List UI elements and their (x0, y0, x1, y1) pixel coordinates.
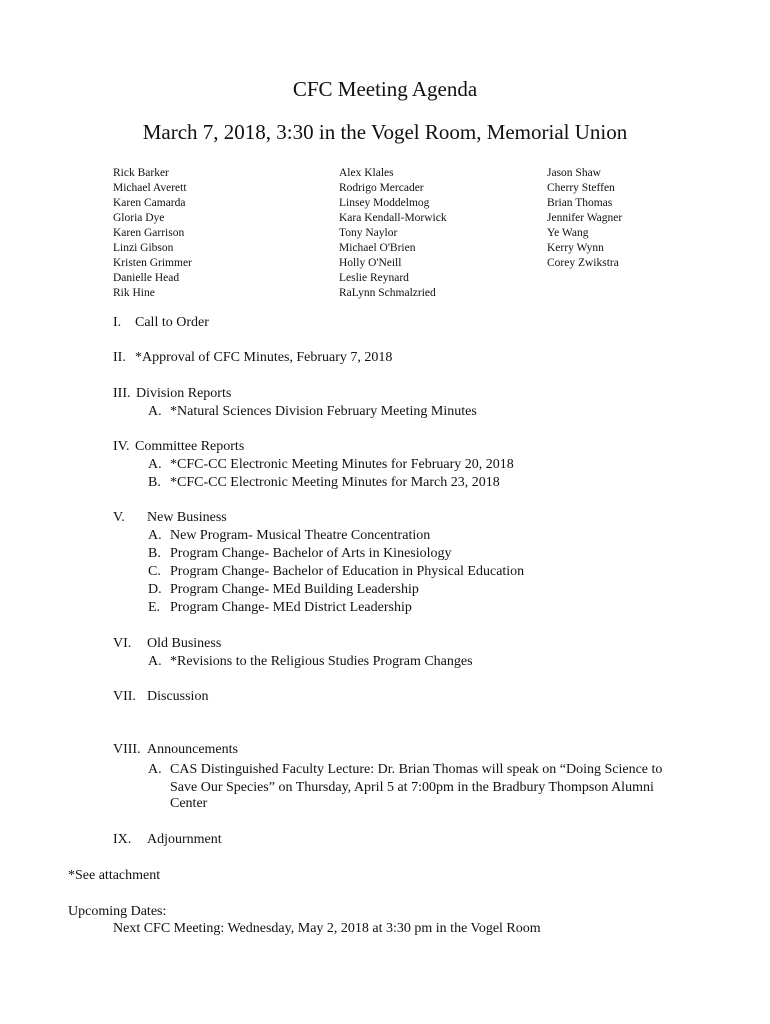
attendee-name: Corey Zwikstra (547, 257, 619, 269)
section-label: Adjournment (147, 832, 222, 847)
attendee-name: Holly O'Neill (339, 257, 402, 269)
attendee-column-2 (339, 166, 447, 301)
section-label: Announcements (147, 742, 238, 757)
item-text: Program Change- MEd Building Leadership (170, 582, 419, 597)
section-label: Discussion (147, 689, 209, 704)
attendee-name: Rik Hine (113, 287, 155, 299)
item-text: *CFC-CC Electronic Meeting Minutes for March 23, 2018 (170, 475, 500, 490)
section-number: III. (113, 386, 131, 401)
section-number: VI. (113, 636, 132, 651)
section-label: Call to Order (135, 315, 209, 330)
attendee-column-1 (113, 166, 192, 301)
attendee-name: Kara Kendall-Morwick (339, 212, 447, 224)
page-title: CFC Meeting Agenda (292, 77, 478, 101)
upcoming-dates-label: Upcoming Dates: (68, 904, 167, 919)
meeting-date-location: March 7, 2018, 3:30 in the Vogel Room, Memorial Union (142, 120, 628, 144)
section-label: Old Business (147, 636, 222, 651)
next-meeting: Next CFC Meeting: Wednesday, May 2, 2018 at 3:30 pm in the Vogel Room (113, 921, 541, 936)
item-letter: A. (148, 528, 162, 543)
attendee-name: Michael O'Brien (339, 242, 416, 254)
section-label: Division Reports (136, 386, 232, 401)
item-text: *Natural Sciences Division February Meeting Minutes (170, 404, 477, 419)
attendee-name: Ye Wang (547, 227, 589, 239)
item-letter: C. (148, 564, 161, 579)
item-letter: A. (148, 404, 162, 419)
attachment-note: *See attachment (68, 868, 161, 883)
section-label: *Approval of CFC Minutes, February 7, 2018 (135, 350, 393, 365)
attendee-name: Rick Barker (113, 167, 169, 179)
attendee-name: Danielle Head (113, 272, 180, 284)
item-text: *CFC-CC Electronic Meeting Minutes for February 20, 2018 (170, 457, 514, 472)
attendee-name: RaLynn Schmalzried (339, 287, 436, 299)
section-label: Committee Reports (135, 439, 245, 454)
section-label: New Business (147, 510, 227, 525)
attendee-name: Jennifer Wagner (547, 212, 623, 224)
section-number: I. (113, 315, 122, 330)
attendee-name: Alex Klales (339, 167, 394, 179)
item-letter: A. (148, 654, 162, 669)
attendee-name: Leslie Reynard (339, 272, 409, 284)
section-number: IV. (113, 439, 130, 454)
attendee-name: Karen Garrison (113, 227, 185, 239)
attendee-name: Kristen Grimmer (113, 257, 192, 269)
attendee-column-3 (547, 166, 622, 271)
section-number: V. (113, 510, 125, 525)
section-number: VIII. (113, 742, 141, 757)
item-text: Program Change- MEd District Leadership (170, 600, 412, 615)
item-text: *Revisions to the Religious Studies Program Changes (170, 654, 473, 669)
attendee-name: Michael Averett (113, 182, 187, 194)
attendee-name: Karen Camarda (113, 197, 186, 209)
item-letter: D. (148, 582, 162, 597)
item-text: Program Change- Bachelor of Education in Physical Education (170, 564, 525, 579)
item-letter: A. (148, 762, 162, 777)
attendee-name: Linsey Moddelmog (339, 197, 430, 209)
item-letter: B. (148, 546, 161, 561)
section-number: VII. (113, 689, 136, 704)
attendee-name: Tony Naylor (339, 227, 398, 239)
item-text: Program Change- Bachelor of Arts in Kinesiology (170, 546, 452, 561)
section-number: II. (113, 350, 126, 365)
attendee-name: Linzi Gibson (113, 242, 174, 254)
item-text: CAS Distinguished Faculty Lecture: Dr. Brian Thomas will speak on “Doing Science to (170, 762, 663, 777)
item-letter: A. (148, 457, 162, 472)
attendee-name: Jason Shaw (547, 167, 601, 179)
item-letter: B. (148, 475, 161, 490)
attendee-name: Rodrigo Mercader (339, 182, 424, 194)
attendee-name: Cherry Steffen (547, 182, 615, 194)
attendee-name: Kerry Wynn (547, 242, 604, 254)
item-text-continued: Center (170, 796, 208, 811)
item-letter: E. (148, 600, 161, 615)
item-text-continued: Save Our Species” on Thursday, April 5 at 7:00pm in the Bradbury Thompson Alumni (170, 780, 654, 795)
attendee-name: Gloria Dye (113, 212, 165, 224)
section-number: IX. (113, 832, 132, 847)
item-text: New Program- Musical Theatre Concentration (170, 528, 431, 543)
attendee-name: Brian Thomas (547, 197, 613, 209)
